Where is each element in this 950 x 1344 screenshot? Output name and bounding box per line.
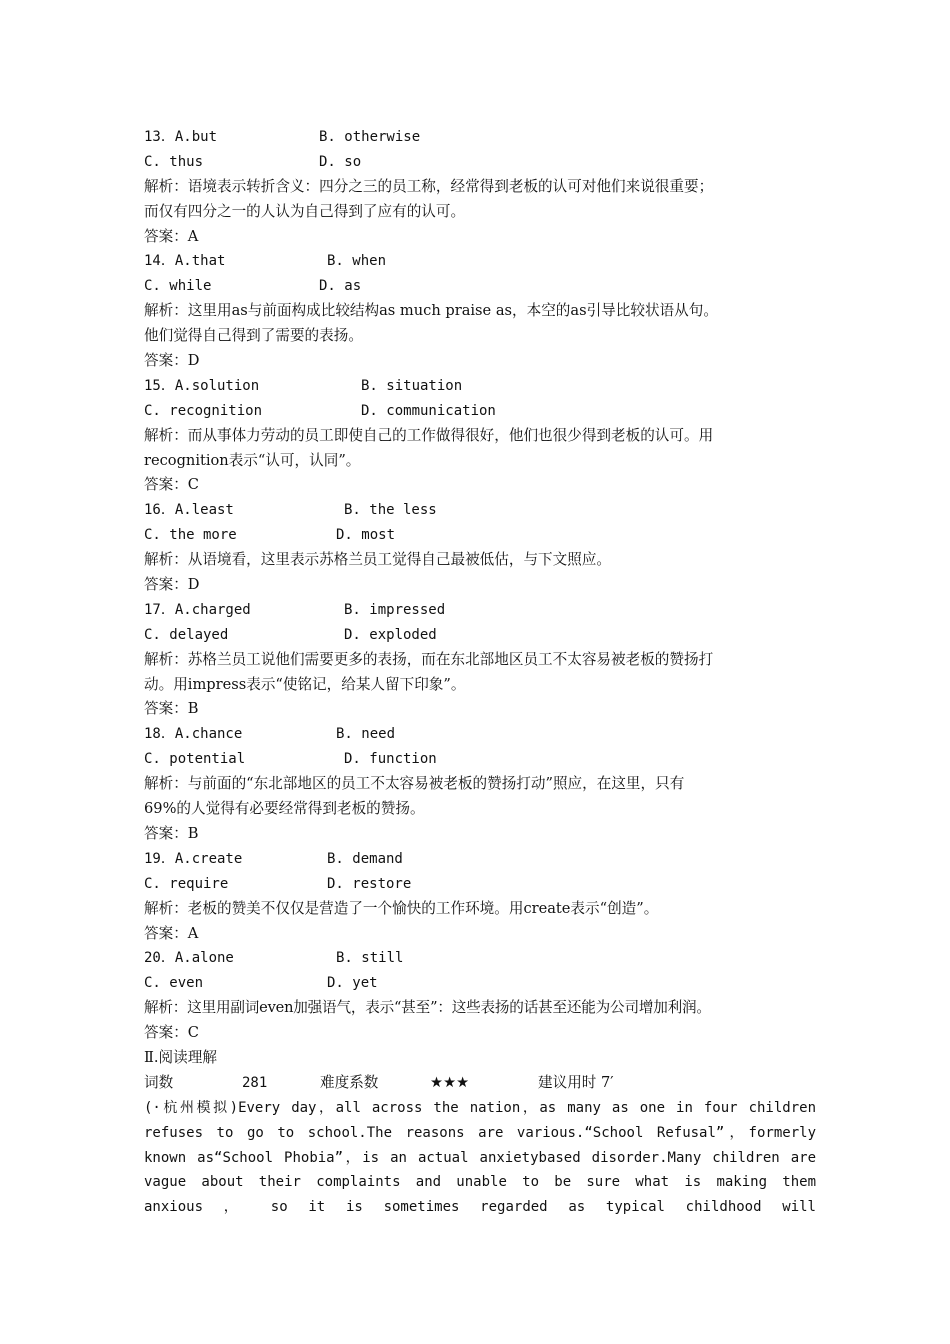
q13-answer: 答案：A: [144, 227, 199, 245]
q14-options-row2: [144, 274, 816, 299]
q19-option-c: C. require: [144, 875, 229, 892]
q14-option-d: D. as: [319, 278, 362, 295]
q15-option-c: C. recognition: [144, 402, 263, 419]
q13-options-row2: [144, 150, 816, 175]
document-body: [144, 125, 816, 1220]
passage-line: anxious ， so it is sometimes regarded as typical childhood will: [144, 1199, 816, 1216]
q16-options-row1: [144, 498, 816, 523]
q16-option-c: C. the more: [144, 527, 237, 544]
passage-line: known as“School Phobia”，is an actual anxietybased disorder.Many children are: [144, 1149, 816, 1166]
suggested-time: 建议用时 7′: [538, 1073, 614, 1091]
q18-explanation-line2: 69%的人觉得有必要经常得到老板的赞扬。: [144, 800, 425, 818]
q20-answer: 答案：C: [144, 1024, 199, 1042]
q15-answer: 答案：C: [144, 476, 199, 494]
q14-option-c: C. while: [144, 278, 212, 295]
q20-option-b: B. still: [336, 950, 404, 967]
q16-options-row2: [144, 523, 816, 548]
q14-option-b: B. when: [327, 253, 387, 270]
word-count-label: 词数: [144, 1073, 174, 1091]
q17-option-c: C. delayed: [144, 626, 229, 643]
q16-option-b: B. the less: [344, 502, 437, 519]
q19-options-row2: [144, 872, 816, 897]
q20-explanation-line1: 解析：这里用副词even加强语气，表示“甚至”：这些表扬的话甚至还能为公司增加利润。: [144, 999, 711, 1017]
q17-explanation-line1: 解析：苏格兰员工说他们需要更多的表扬，而在东北部地区员工不太容易被老板的赞扬打: [144, 650, 714, 668]
q13-explanation-line1: 解析：语境表示转折含义：四分之三的员工称，经常得到老板的认可对他们来说很重要；: [144, 177, 714, 195]
q15-explanation-line2: recognition表示“认可，认同”。: [144, 451, 361, 469]
q15-options-row2: [144, 399, 816, 424]
q16-answer: 答案：D: [144, 576, 200, 594]
q16-option-d: D. most: [336, 527, 396, 544]
q14-explanation-line1: 解析：这里用as与前面构成比较结构as much praise as，本空的as引导比较状语从句。: [144, 302, 718, 320]
q18-option-b: B. need: [336, 726, 396, 743]
passage-line: refuses to go to school.The reasons are various.“School Refusal”，formerly: [144, 1124, 816, 1141]
q17-option-a: 17．A.charged: [144, 601, 251, 618]
q13-option-c: C. thus: [144, 153, 204, 170]
section-title: Ⅱ.阅读理解: [144, 1048, 217, 1066]
q17-explanation-line2: 动。用impress表示“使铭记，给某人留下印象”。: [144, 675, 466, 693]
q19-option-a: 19．A.create: [144, 850, 243, 867]
q20-options-row2: [144, 971, 816, 996]
q19-explanation-line1: 解析：老板的赞美不仅仅是营造了一个愉快的工作环境。用create表示“创造”。: [144, 899, 659, 917]
q19-options-row1: [144, 847, 816, 872]
q18-option-a: 18．A.chance: [144, 726, 243, 743]
q17-options-row1: [144, 598, 816, 623]
q15-option-b: B. situation: [361, 377, 463, 394]
q20-options-row1: [144, 946, 816, 971]
word-count-value: 281: [242, 1074, 268, 1091]
q20-option-a: 20．A.alone: [144, 950, 234, 967]
q15-explanation-line1: 解析：而从事体力劳动的员工即使自己的工作做得很好，他们也很少得到老板的认可。用: [144, 426, 714, 444]
q18-options-row2: [144, 747, 816, 772]
q18-option-c: C. potential: [144, 751, 246, 768]
q18-option-d: D. function: [344, 751, 437, 768]
q15-options-row1: [144, 374, 816, 399]
q19-option-d: D. restore: [327, 875, 412, 892]
q16-option-a: 16．A.least: [144, 502, 234, 519]
q14-option-a: 14．A.that: [144, 253, 226, 270]
q13-explanation-line2: 而仅有四分之一的人认为自己得到了应有的认可。: [144, 202, 466, 220]
q19-answer: 答案：A: [144, 924, 199, 942]
q13-option-b: B. otherwise: [319, 129, 421, 145]
section-meta: [144, 1071, 816, 1096]
q16-explanation-line1: 解析：从语境看，这里表示苏格兰员工觉得自己最被低估，与下文照应。: [144, 551, 612, 569]
q20-option-d: D. yet: [327, 975, 378, 992]
q13-option-a: 13．A.but: [144, 129, 218, 145]
q17-option-d: D. exploded: [344, 626, 437, 643]
difficulty-stars: ★★★: [430, 1073, 470, 1091]
q20-option-c: C. even: [144, 975, 204, 992]
q18-explanation-line1: 解析：与前面的“东北部地区的员工不太容易被老板的赞扬打动”照应，在这里，只有: [144, 775, 685, 793]
q15-option-a: 15．A.solution: [144, 377, 260, 394]
q18-options-row1: [144, 722, 816, 747]
q15-option-d: D. communication: [361, 402, 496, 419]
q19-option-b: B. demand: [327, 850, 403, 867]
difficulty-label: 难度系数: [320, 1073, 379, 1091]
passage-line: vague about their complaints and unable to be sure what is making them: [144, 1174, 816, 1191]
q17-answer: 答案：B: [144, 700, 199, 718]
q13-options-row1: [144, 125, 816, 150]
q14-explanation-line2: 他们觉得自己得到了需要的表扬。: [144, 327, 363, 345]
q17-option-b: B. impressed: [344, 601, 446, 618]
passage-line: (·杭州模拟)Every day，all across the nation，as many as one in four children: [144, 1099, 816, 1116]
q14-options-row1: [144, 249, 816, 274]
q17-options-row2: [144, 623, 816, 648]
q18-answer: 答案：B: [144, 824, 199, 842]
q13-option-d: D. so: [319, 153, 362, 170]
q14-answer: 答案：D: [144, 352, 200, 370]
